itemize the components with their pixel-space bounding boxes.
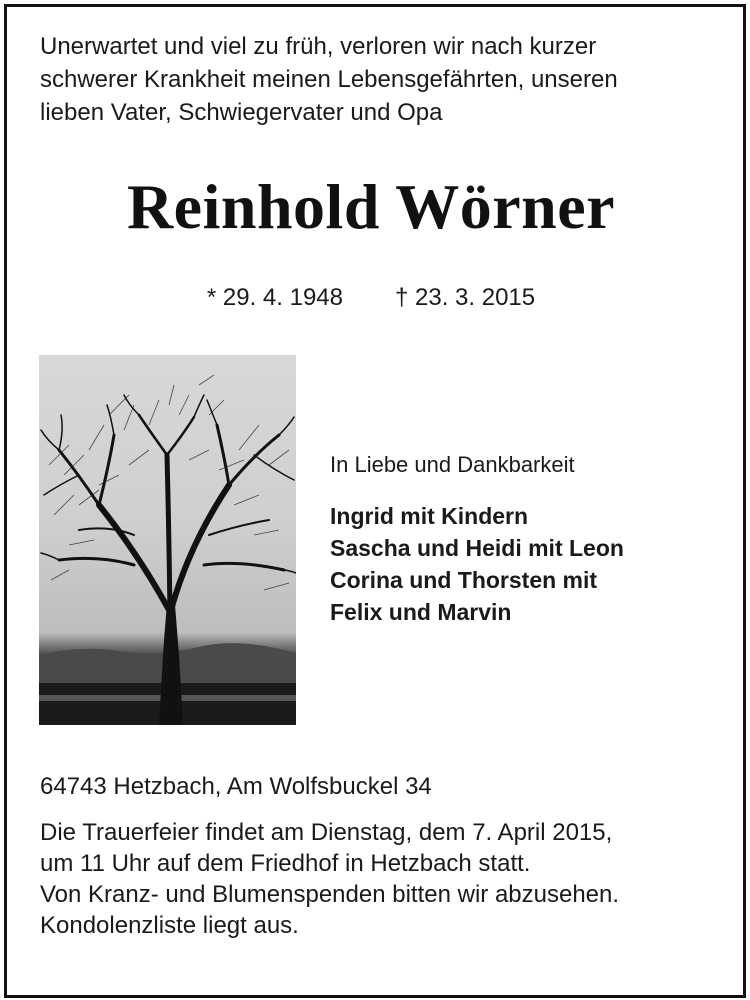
mourner-line: Sascha und Heidi mit Leon [330, 535, 624, 561]
intro-text [40, 30, 720, 129]
tree-photo [39, 355, 296, 725]
intro-line: Unerwartet und viel zu früh, verloren wir nach kurzer [40, 33, 597, 60]
life-dates [0, 283, 742, 313]
birth-date: * 29. 4. 1948 [206, 284, 343, 311]
deceased-name: Reinhold Wörner [126, 171, 616, 242]
tree-illustration [39, 355, 296, 725]
funeral-info [40, 817, 730, 941]
info-line: Von Kranz- und Blumenspenden bitten wir abzusehen. [40, 881, 620, 908]
info-line: Die Trauerfeier findet am Dienstag, dem 7. April 2015, [40, 819, 613, 846]
info-line: um 11 Uhr auf dem Friedhof in Hetzbach statt. [40, 850, 531, 877]
address: 64743 Hetzbach, Am Wolfsbuckel 34 [40, 773, 432, 800]
mourner-line: Corina und Thorsten mit [330, 567, 598, 593]
mourners-lead: In Liebe und Dankbarkeit [330, 452, 575, 477]
mourner-line: Felix und Marvin [330, 599, 512, 625]
intro-line: lieben Vater, Schwiegervater und Opa [40, 99, 443, 126]
death-date: † 23. 3. 2015 [395, 284, 536, 311]
info-line: Kondolenzliste liegt aus. [40, 912, 299, 939]
intro-line: schwerer Krankheit meinen Lebensgefährten, unseren [40, 66, 618, 93]
mourner-line: Ingrid mit Kindern [330, 503, 529, 529]
mourners-block [330, 450, 730, 628]
